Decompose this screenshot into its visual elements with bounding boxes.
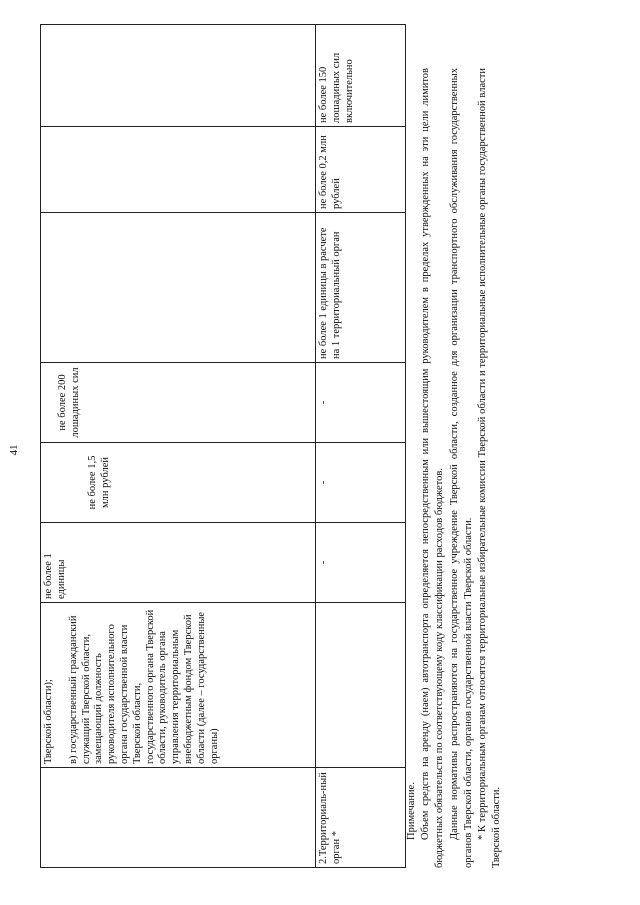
positions-line: Тверской области); [43,679,54,764]
table-cell-row2-positions [316,603,406,768]
rotated-landscape-content [0,20,640,880]
table-row [41,25,316,868]
table-cell-row2-power: - [316,363,406,443]
page-number: 41 [8,444,20,456]
table-cell-row1-quantity: не более 1 единицы [41,523,316,603]
notes-paragraph-3: * К территориальным органам относятся территориальные избирательные комиссии Тверской области и территориальные исполнительные органы государственной власти Тверской области. [476,68,503,868]
table-cell-row1-quantity-2 [41,213,316,363]
table-cell-row1-positions [41,603,316,768]
table-cell-row2-price-2: не более 0,2 млн рублей [316,127,406,213]
norms-table [40,24,406,868]
table-row [316,25,406,868]
table-cell-row2-power-2: не более 150 лошадиных сил включительно [316,25,406,127]
notes-paragraph-1: Объем средств на аренду (наем) автотранспорта определяется непосредственным или вышестоящим руководителем в пределах утвержденных на эти цели лимитов бюджетных обязательств по соответствующему коду классификации расходов бюджетов. [420,68,446,868]
table-cell-row2-price: - [316,443,406,523]
power-text: не более 200 лошадиных сил [57,367,81,438]
table-cell-row1-power [41,363,316,443]
table-cell-row1-price-2 [41,127,316,213]
table-cell-row2-category: 2.Территориаль-ный орган * [316,768,406,868]
table-cell-row2-quantity: - [316,523,406,603]
table-cell-row1-power-2 [41,25,316,127]
price-text: не более 1,5 млн рублей [87,455,111,510]
table-cell-row1-category [41,768,316,868]
table-cell-row2-quantity-2: не более 1 единицы в расчете на 1 территориальный орган [316,213,406,363]
positions-text: в) государственный гражданский служащий Тверской области, замещающий должность руководителя исполнительного органа государственной власти Тверской области, государственного органа Тверской области, руководитель органа управления территориальным внебюджетным фондом Тверской области (далее – государственные органы) [67,609,220,764]
notes-section [405,68,504,868]
notes-heading: Примечание. [406,782,417,840]
table-cell-row1-price [41,443,316,523]
notes-paragraph-2: Данные нормативы распространяются на государственное учреждение Тверской области, созданное для организации транспортного обслуживания государственных органов Тверской области, органов государственной власти Тверской области. [448,68,474,868]
